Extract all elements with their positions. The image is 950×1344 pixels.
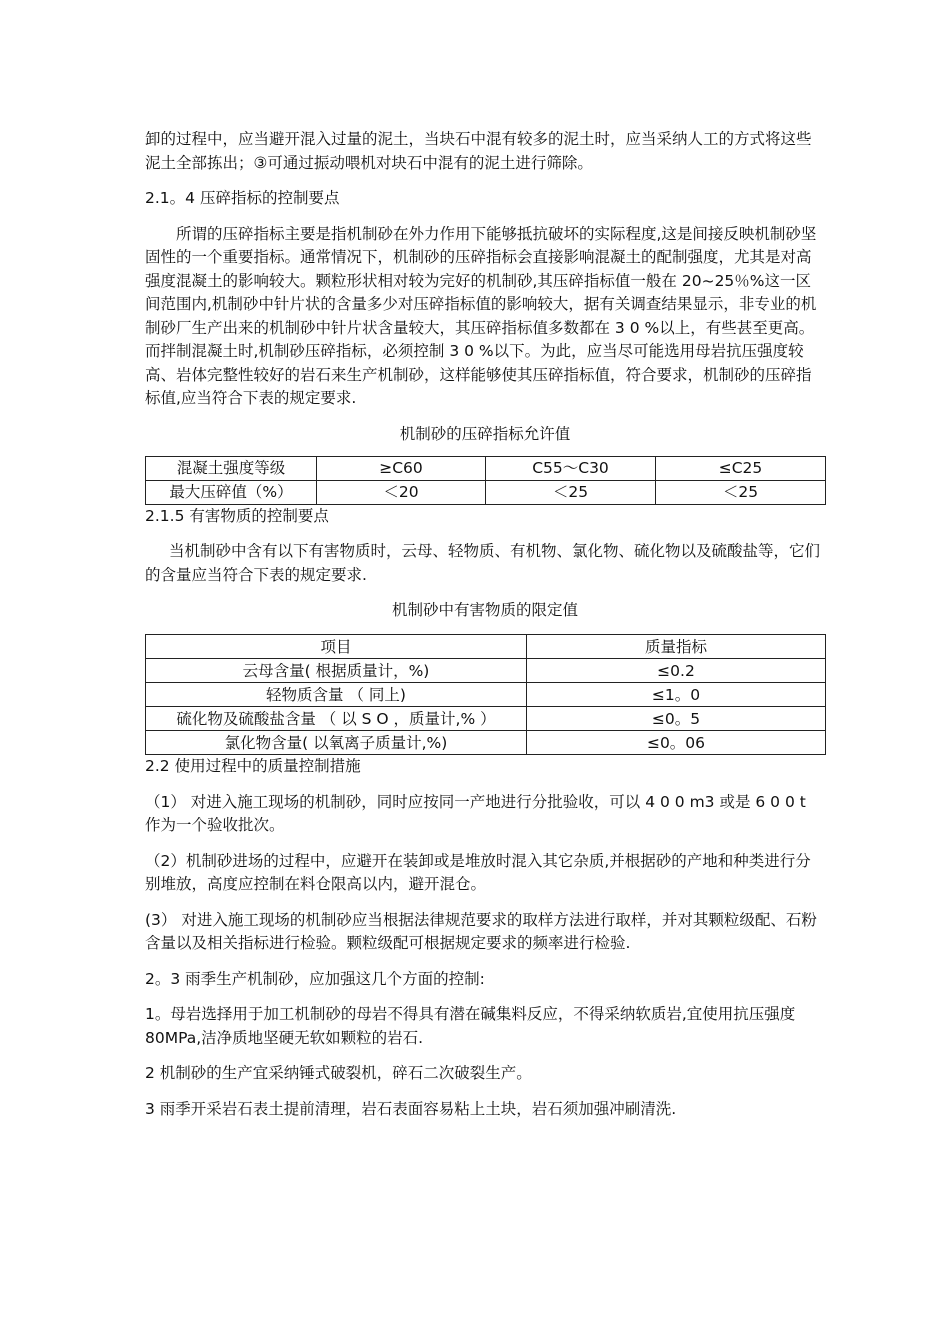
table-row [146,731,826,755]
table-cell: ＜25 [486,480,656,504]
table-row [146,659,826,683]
heading-2-1-4: 2.1。4 压碎指标的控制要点 [145,189,340,207]
table2-caption: 机制砂中有害物质的限定值 [391,601,578,619]
table-cell: 混凝土强度等级 [146,456,317,480]
heading-2-3: 2。3 雨季生产机制砂，应加强这几个方面的控制: [145,969,485,988]
heading-2-2: 2.2 使用过程中的质量控制措施 [145,757,361,775]
paragraph-crush-index: 所谓的压碎指标主要是指机制砂在外力作用下能够抵抗破坏的实际程度,这是间接反映机制砂坚固性的一个重要指标。通常情况下，机制砂的压碎指标会直接影响混凝土的配制强度，尤其是对高强度混凝土的影响较大。颗粒形状相对较为完好的机制砂,其压碎指标值一般在 20~25％%这一区间范围内,机制砂中针片状的含量多少对压碎指标值的影响较大，据有关调查结果显示，非专业的机制砂厂生产出来的机制砂中针片状含量较大，其压碎指标值多数都在 3 0 %以上，有些甚至更高。而拌制混凝土时,机制砂压碎指标，必须控制 3 0 %以下。为此，应当尽可能选用母岩抗压强度较高、岩体完整性较好的岩石来生产机制砂，这样能够使其压碎指标值，符合要求，机制砂的压碎指标值,应当符合下表的规定要求. [145,224,817,407]
table-cell: ≤0.2 [527,659,826,683]
crush-index-table [145,456,826,505]
paragraph-intro: 卸的过程中，应当避开混入过量的泥土，当块石中混有较多的泥土时，应当采纳人工的方式将这些泥土全部拣出；③可通过振动喂机对块石中混有的泥土进行筛除。 [145,130,812,172]
table-cell: ≥C60 [317,456,486,480]
paragraph-rainy-1: 1。母岩选择用于加工机制砂的母岩不得具有潜在碱集料反应，不得采纳软质岩,宜使用抗压强度 80MPa,洁净质地坚硬无软如颗粒的岩石. [145,1005,796,1047]
paragraph-rainy-3: 3 雨季开采岩石表土提前清理，岩石表面容易粘上土块，岩石须加强冲刷清洗. [145,1099,677,1118]
table-row [146,635,826,659]
paragraph-measure-1: （1） 对进入施工现场的机制砂，同时应按同一产地进行分批验收，可以 4 0 0 m3 或是 6 0 0 t 作为一个验收批次。 [145,792,806,834]
table-row [146,707,826,731]
table-cell: ≤0。5 [527,707,826,731]
table-cell: 最大压碎值（%） [146,480,317,504]
table1-caption: 机制砂的压碎指标允许值 [399,424,571,443]
heading-2-1-5: 2.1.5 有害物质的控制要点 [145,506,329,525]
table-cell: ≤C25 [656,456,826,480]
paragraph-measure-2: （2）机制砂进场的过程中，应避开在装卸或是堆放时混入其它杂质,并根据砂的产地和种类进行分别堆放，高度应控制在料仓限高以内，避开混仓。 [145,851,811,893]
table-row [146,683,826,707]
harmful-substance-table [145,634,826,755]
table-cell: 云母含量( 根据质量计，%) [146,659,527,683]
table-row [146,480,826,504]
paragraph-measure-3: (3） 对进入施工现场的机制砂应当根据法律规范要求的取样方法进行取样，并对其颗粒级配、石粉含量以及相关指标进行检验。颗粒级配可根据规定要求的频率进行检验. [145,910,817,952]
table-row [146,456,826,480]
table-cell: C55～C30 [486,456,656,480]
table-cell: 项目 [146,635,527,659]
document-page [145,128,825,1121]
paragraph-harmful-substances: 当机制砂中含有以下有害物质时，云母、轻物质、有机物、氯化物、硫化物以及硫酸盐等，它们的含量应当符合下表的规定要求. [145,542,821,584]
table-cell: ≤1。0 [527,683,826,707]
table-cell: ＜20 [317,480,486,504]
table-cell: 质量指标 [527,635,826,659]
table-cell: 氯化物含量( 以氧离子质量计,%) [146,731,527,755]
table-cell: ＜25 [656,480,826,504]
table-cell: 硫化物及硫酸盐含量 （ 以 S O ，质量计,% ） [146,707,527,731]
table-cell: 轻物质含量 （ 同上) [146,683,527,707]
table-cell: ≤0。06 [527,731,826,755]
paragraph-rainy-2: 2 机制砂的生产宜采纳锤式破裂机，碎石二次破裂生产。 [145,1064,532,1082]
